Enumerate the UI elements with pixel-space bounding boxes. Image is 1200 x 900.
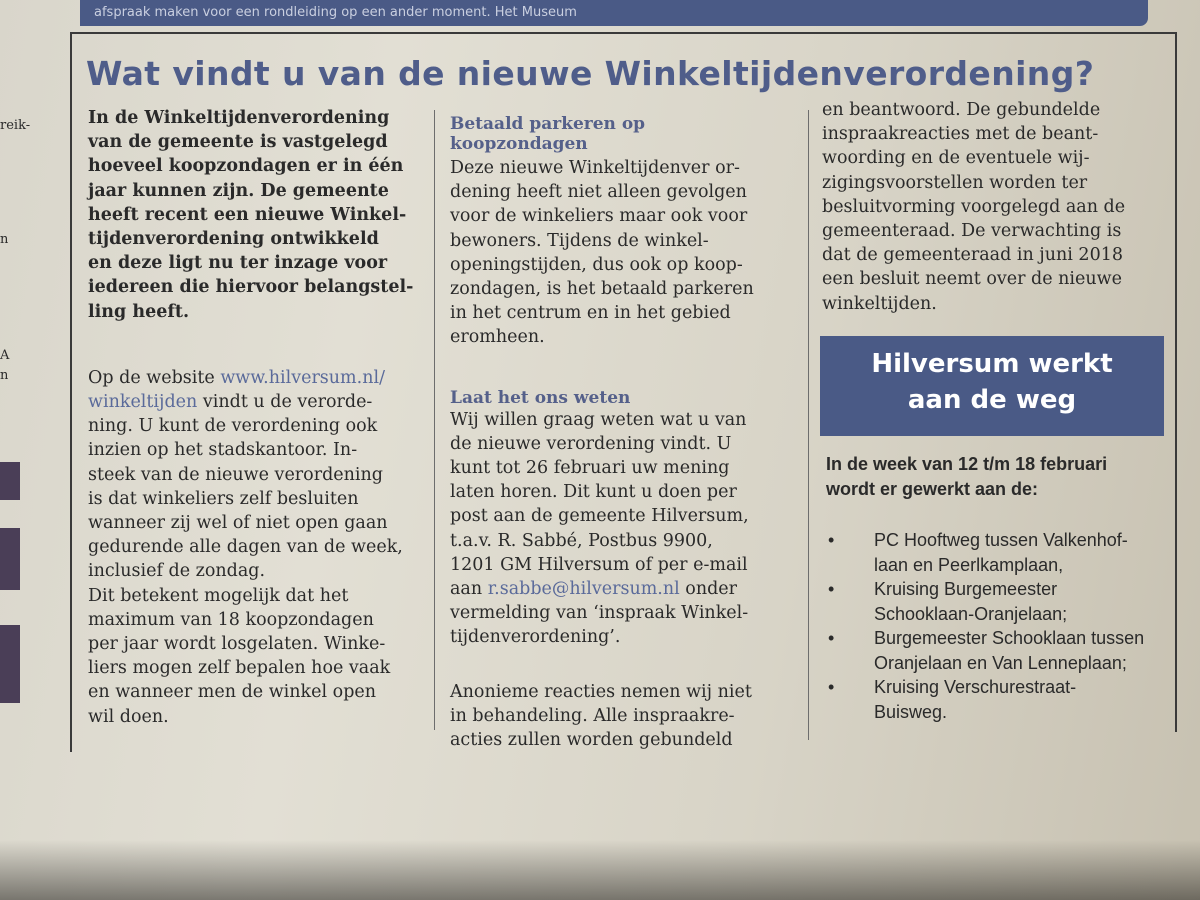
- page-border-right: [1175, 32, 1177, 732]
- text-line: ning. U kunt de verordening ook: [88, 416, 378, 437]
- subheading-line: Betaald parkeren op: [450, 114, 646, 134]
- roadwork-list-section: [826, 452, 1166, 724]
- text-line: inzien op het stadskantoor. In-: [88, 440, 358, 461]
- roadwork-list: [826, 528, 1166, 724]
- intro-paragraph: [88, 106, 418, 324]
- feedback-paragraph: [450, 408, 800, 650]
- text-line: gedurende alle dagen van de week,: [88, 537, 403, 558]
- text-line: Anonieme reacties nemen wij niet: [450, 681, 752, 702]
- list-item: • Kruising Burgemeester Schooklaan-Oranjelaan;: [828, 579, 1068, 624]
- text-line: Deze nieuwe Winkeltijdenver or-: [450, 158, 740, 178]
- left-fragment: n: [0, 368, 9, 383]
- roadwork-callout: [820, 336, 1164, 436]
- email-link[interactable]: r.sabbe@hilversum.nl: [487, 579, 680, 600]
- text-line: winkeltijden vindt u de verorde-: [88, 392, 373, 413]
- text-line: In de Winkeltijdenverordening: [88, 108, 390, 128]
- text-line: en deze ligt nu ter inzage voor: [88, 253, 388, 274]
- text-line: post aan de gemeente Hilversum,: [450, 506, 749, 527]
- column-3: [822, 98, 1172, 316]
- callout-line: Hilversum werkt: [871, 349, 1113, 379]
- text-line: wanneer zij wel of niet open gaan: [88, 513, 388, 534]
- left-color-block: [0, 462, 20, 500]
- bullet-icon: •: [828, 579, 835, 599]
- text-line: inclusief de zondag.: [88, 561, 266, 582]
- text-line: Dit betekent mogelijk dat het: [88, 585, 349, 606]
- text-line: een besluit neemt over de nieuwe: [822, 269, 1122, 290]
- text-line: per jaar wordt losgelaten. Winke-: [88, 634, 386, 655]
- text-line: jaar kunnen zijn. De gemeente: [88, 180, 389, 201]
- text-line: wil doen.: [88, 706, 169, 727]
- parking-paragraph: [450, 156, 800, 350]
- text-line: t.a.v. R. Sabbé, Postbus 9900,: [450, 530, 713, 551]
- text-line: en wanneer men de winkel open: [88, 682, 377, 703]
- bottom-shadow: [0, 840, 1200, 900]
- text-line: woording en de eventuele wij-: [822, 148, 1090, 169]
- text-line: en beantwoord. De gebundelde: [822, 100, 1101, 120]
- website-link[interactable]: www.hilversum.nl/: [220, 367, 385, 388]
- text-line: 1201 GM Hilversum of per e-mail: [450, 554, 748, 575]
- text-line: in het centrum en in het gebied: [450, 303, 731, 324]
- text-line: inspraakreacties met de beant-: [822, 124, 1099, 145]
- bullet-icon: •: [828, 530, 835, 550]
- text-line: vermelding van ‘inspraak Winkel-: [450, 603, 749, 624]
- left-color-block: [0, 625, 20, 703]
- text-line: zigingsvoorstellen worden ter: [822, 172, 1088, 193]
- text-line: in behandeling. Alle inspraakre-: [450, 705, 735, 726]
- text-line: steek van de nieuwe verordening: [88, 464, 383, 485]
- text-line: eromheen.: [450, 327, 545, 348]
- headline: Wat vindt u van de nieuwe Winkeltijdenverordening?: [86, 54, 1095, 93]
- list-item: • Kruising Verschurestraat- Buisweg.: [828, 677, 1077, 722]
- text-line: de nieuwe verordening vindt. U: [450, 433, 732, 454]
- text-line: zondagen, is het betaald parkeren: [450, 279, 754, 300]
- text-line: aan r.sabbe@hilversum.nl onder: [450, 579, 738, 600]
- website-link-cont[interactable]: winkeltijden: [88, 392, 198, 413]
- text-line: besluitvorming voorgelegd aan de: [822, 196, 1126, 217]
- text-line: maximum van 18 koopzondagen: [88, 609, 374, 630]
- website-paragraph: [88, 366, 418, 729]
- text-line: tijdenverordening ontwikkeld: [88, 229, 379, 250]
- text-line: is dat winkeliers zelf besluiten: [88, 488, 359, 509]
- text-line: heeft recent een nieuwe Winkel-: [88, 204, 407, 225]
- bullet-icon: •: [828, 628, 835, 648]
- anonymous-paragraph: [450, 680, 800, 753]
- left-fragment: A: [0, 348, 10, 363]
- text-line: openingstijden, dus ook op koop-: [450, 254, 743, 275]
- column-divider: [434, 110, 435, 730]
- list-item: • Burgemeester Schooklaan tussen Oranjelaan en Van Lenneplaan;: [828, 628, 1145, 673]
- bullet-icon: •: [828, 677, 835, 697]
- text-line: Wij willen graag weten wat u van: [450, 409, 747, 430]
- list-item: • PC Hooftweg tussen Valkenhof- laan en Peerlkamplaan,: [828, 530, 1128, 575]
- text-line: kunt tot 26 februari uw mening: [450, 458, 730, 479]
- text-line: acties zullen worden gebundeld: [450, 730, 733, 751]
- text-line: van de gemeente is vastgelegd: [88, 132, 388, 153]
- left-fragment: reik-: [0, 118, 31, 133]
- text-line: laten horen. Dit kunt u doen per: [450, 482, 737, 503]
- text-line: voor de winkeliers maar ook voor: [450, 206, 748, 227]
- text-line: Op de website www.hilversum.nl/: [88, 367, 385, 388]
- callout-line: aan de weg: [907, 385, 1077, 415]
- text-line: gemeenteraad. De verwachting is: [822, 221, 1122, 242]
- text-line: dat de gemeenteraad in juni 2018: [822, 245, 1123, 266]
- column-divider: [808, 110, 809, 740]
- left-fragment: n: [0, 232, 9, 247]
- text-line: hoeveel koopzondagen er in één: [88, 156, 404, 177]
- text-line: dening heeft niet alleen gevolgen: [450, 182, 747, 203]
- subheading-parking: [450, 114, 800, 154]
- page-border-top: [70, 32, 1175, 34]
- column-2: [450, 114, 800, 752]
- text-line: bewoners. Tijdens de winkel-: [450, 230, 709, 251]
- left-color-block: [0, 528, 20, 590]
- text-line: winkeltijden.: [822, 293, 937, 314]
- text-line: ling heeft.: [88, 301, 190, 322]
- top-banner: afspraak maken voor een rondleiding op een ander moment. Het Museum: [80, 0, 1148, 26]
- roadwork-intro: In de week van 12 t/m 18 februari wordt er gewerkt aan de:: [826, 454, 1108, 499]
- column-1: [88, 106, 418, 729]
- text-line: tijdenverordening’.: [450, 627, 621, 648]
- text-line: liers mogen zelf bepalen hoe vaak: [88, 658, 391, 679]
- page-border-left: [70, 32, 72, 752]
- text-line: iedereen die hiervoor belangstel-: [88, 277, 414, 298]
- subheading-let-us-know: Laat het ons weten: [450, 387, 631, 408]
- subheading-line: koopzondagen: [450, 134, 588, 154]
